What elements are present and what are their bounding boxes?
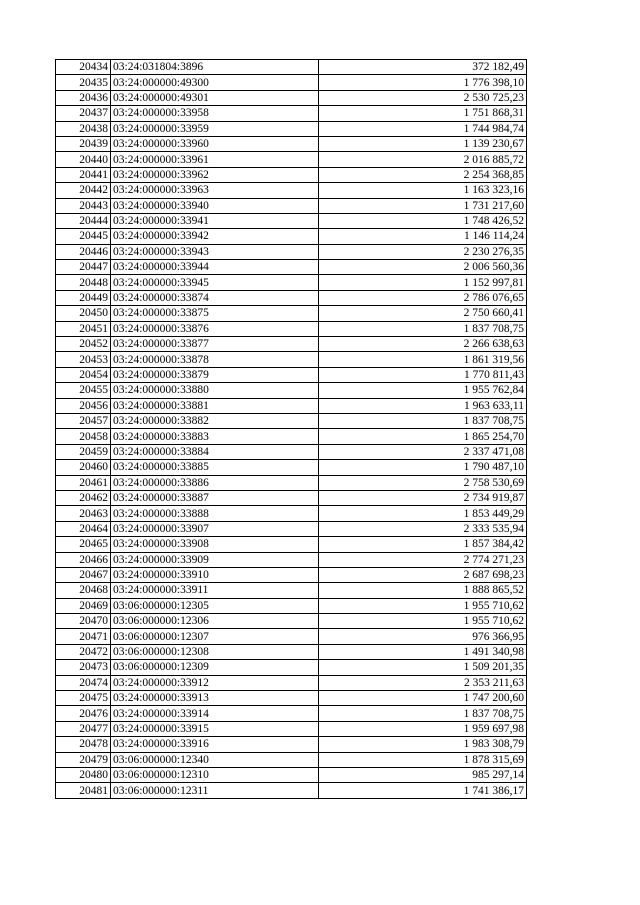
table-row [56,275,527,290]
table-row [56,629,527,644]
value-cell: 1 139 230,67 [319,136,527,151]
row-number-cell: 20440 [56,152,111,167]
row-number-cell: 20448 [56,275,111,290]
value-cell: 2 758 530,69 [319,475,527,490]
table-row [56,413,527,428]
row-number-cell: 20441 [56,167,111,182]
value-cell: 1 861 319,56 [319,352,527,367]
table-row [56,398,527,413]
cadastral-number-cell: 03:06:000000:12309 [111,660,319,675]
row-number-cell: 20454 [56,367,111,382]
cadastral-number-cell: 03:24:000000:33883 [111,429,319,444]
row-number-cell: 20473 [56,660,111,675]
table-row [56,290,527,305]
table-row [56,537,527,552]
table-row [56,260,527,275]
row-number-cell: 20456 [56,398,111,413]
row-number-cell: 20458 [56,429,111,444]
row-number-cell: 20443 [56,198,111,213]
table-row [56,152,527,167]
cadastral-number-cell: 03:24:000000:33915 [111,721,319,736]
cadastral-number-cell: 03:24:000000:33907 [111,521,319,536]
cadastral-number-cell: 03:24:000000:33887 [111,490,319,505]
row-number-cell: 20438 [56,121,111,136]
value-cell: 2 006 560,36 [319,260,527,275]
cadastral-number-cell: 03:24:000000:49301 [111,90,319,105]
cadastral-number-cell: 03:06:000000:12340 [111,752,319,767]
cadastral-number-cell: 03:24:031804:3896 [111,60,319,75]
cadastral-number-cell: 03:24:000000:33913 [111,691,319,706]
cadastral-number-cell: 03:24:000000:33916 [111,737,319,752]
value-cell: 976 366,95 [319,629,527,644]
value-cell: 2 333 535,94 [319,521,527,536]
table-row [56,60,527,75]
row-number-cell: 20459 [56,444,111,459]
cadastral-number-cell: 03:24:000000:33911 [111,583,319,598]
row-number-cell: 20480 [56,767,111,782]
table-row [56,229,527,244]
table-row [56,136,527,151]
value-cell: 1 837 708,75 [319,413,527,428]
row-number-cell: 20447 [56,260,111,275]
row-number-cell: 20481 [56,783,111,798]
table-row [56,106,527,121]
row-number-cell: 20461 [56,475,111,490]
table-row [56,444,527,459]
table-row [56,383,527,398]
table-row [56,121,527,136]
row-number-cell: 20470 [56,614,111,629]
cadastral-number-cell: 03:24:000000:33888 [111,506,319,521]
value-cell: 1 955 710,62 [319,598,527,613]
row-number-cell: 20478 [56,737,111,752]
cadastral-number-cell: 03:06:000000:12307 [111,629,319,644]
table-row [56,614,527,629]
cadastral-number-cell: 03:24:000000:33884 [111,444,319,459]
cadastral-number-cell: 03:24:000000:33961 [111,152,319,167]
value-cell: 1 770 811,43 [319,367,527,382]
value-cell: 2 266 638,63 [319,337,527,352]
table-row [56,598,527,613]
row-number-cell: 20457 [56,413,111,428]
cadastral-number-cell: 03:24:000000:33879 [111,367,319,382]
cadastral-number-cell: 03:24:000000:33910 [111,567,319,582]
row-number-cell: 20477 [56,721,111,736]
value-cell: 1 748 426,52 [319,213,527,228]
value-cell: 2 750 660,41 [319,306,527,321]
row-number-cell: 20460 [56,460,111,475]
value-cell: 1 747 200,60 [319,691,527,706]
table-row [56,552,527,567]
value-cell: 2 353 211,63 [319,675,527,690]
value-cell: 1 790 487,10 [319,460,527,475]
table-row [56,429,527,444]
table-row [56,675,527,690]
cadastral-number-cell: 03:24:000000:33882 [111,413,319,428]
value-cell: 1 963 633,11 [319,398,527,413]
row-number-cell: 20434 [56,60,111,75]
cadastral-number-cell: 03:24:000000:33886 [111,475,319,490]
table-row [56,567,527,582]
row-number-cell: 20465 [56,537,111,552]
value-cell: 985 297,14 [319,767,527,782]
row-number-cell: 20439 [56,136,111,151]
cadastral-number-cell: 03:06:000000:12306 [111,614,319,629]
row-number-cell: 20451 [56,321,111,336]
row-number-cell: 20450 [56,306,111,321]
cadastral-number-cell: 03:24:000000:49300 [111,75,319,90]
row-number-cell: 20476 [56,706,111,721]
value-cell: 2 774 271,23 [319,552,527,567]
cadastral-number-cell: 03:24:000000:33912 [111,675,319,690]
row-number-cell: 20471 [56,629,111,644]
table-row [56,167,527,182]
value-cell: 1 955 762,84 [319,383,527,398]
value-cell: 1 744 984,74 [319,121,527,136]
table-row [56,583,527,598]
table-row [56,367,527,382]
table-row [56,691,527,706]
cadastral-number-cell: 03:06:000000:12305 [111,598,319,613]
value-cell: 1 491 340,98 [319,644,527,659]
row-number-cell: 20452 [56,337,111,352]
cadastral-number-cell: 03:24:000000:33941 [111,213,319,228]
cadastral-value-table [55,59,527,799]
cadastral-number-cell: 03:06:000000:12308 [111,644,319,659]
value-cell: 1 865 254,70 [319,429,527,444]
cadastral-number-cell: 03:24:000000:33877 [111,337,319,352]
value-cell: 1 509 201,35 [319,660,527,675]
cadastral-number-cell: 03:24:000000:33943 [111,244,319,259]
value-cell: 1 152 997,81 [319,275,527,290]
value-cell: 1 853 449,29 [319,506,527,521]
cadastral-number-cell: 03:24:000000:33885 [111,460,319,475]
cadastral-number-cell: 03:06:000000:12311 [111,783,319,798]
table-row [56,783,527,798]
value-cell: 1 776 398,10 [319,75,527,90]
table-row [56,737,527,752]
row-number-cell: 20468 [56,583,111,598]
table-row [56,75,527,90]
table-row [56,352,527,367]
value-cell: 1 888 865,52 [319,583,527,598]
row-number-cell: 20436 [56,90,111,105]
cadastral-number-cell: 03:24:000000:33959 [111,121,319,136]
table-row [56,198,527,213]
cadastral-number-cell: 03:24:000000:33960 [111,136,319,151]
value-cell: 1 731 217,60 [319,198,527,213]
row-number-cell: 20469 [56,598,111,613]
value-cell: 2 337 471,08 [319,444,527,459]
table-body [56,60,527,799]
table-row [56,183,527,198]
value-cell: 1 983 308,79 [319,737,527,752]
cadastral-number-cell: 03:24:000000:33875 [111,306,319,321]
row-number-cell: 20455 [56,383,111,398]
cadastral-number-cell: 03:24:000000:33874 [111,290,319,305]
table-row [56,644,527,659]
value-cell: 2 687 698,23 [319,567,527,582]
table-row [56,337,527,352]
table-row [56,752,527,767]
cadastral-number-cell: 03:24:000000:33940 [111,198,319,213]
row-number-cell: 20446 [56,244,111,259]
row-number-cell: 20445 [56,229,111,244]
cadastral-number-cell: 03:06:000000:12310 [111,767,319,782]
row-number-cell: 20464 [56,521,111,536]
cadastral-number-cell: 03:24:000000:33963 [111,183,319,198]
table-row [56,90,527,105]
row-number-cell: 20442 [56,183,111,198]
value-cell: 1 959 697,98 [319,721,527,736]
cadastral-number-cell: 03:24:000000:33914 [111,706,319,721]
row-number-cell: 20472 [56,644,111,659]
table-row [56,306,527,321]
cadastral-number-cell: 03:24:000000:33942 [111,229,319,244]
cadastral-number-cell: 03:24:000000:33958 [111,106,319,121]
table-row [56,706,527,721]
row-number-cell: 20463 [56,506,111,521]
cadastral-number-cell: 03:24:000000:33908 [111,537,319,552]
value-cell: 1 741 386,17 [319,783,527,798]
cadastral-number-cell: 03:24:000000:33876 [111,321,319,336]
cadastral-number-cell: 03:24:000000:33881 [111,398,319,413]
value-cell: 1 878 315,69 [319,752,527,767]
row-number-cell: 20462 [56,490,111,505]
table-row [56,490,527,505]
value-cell: 2 016 885,72 [319,152,527,167]
table-row [56,521,527,536]
table-row [56,213,527,228]
table-row [56,506,527,521]
table-row [56,244,527,259]
row-number-cell: 20437 [56,106,111,121]
table-row [56,721,527,736]
table-row [56,660,527,675]
cadastral-number-cell: 03:24:000000:33962 [111,167,319,182]
cadastral-number-cell: 03:24:000000:33878 [111,352,319,367]
value-cell: 1 955 710,62 [319,614,527,629]
cadastral-number-cell: 03:24:000000:33880 [111,383,319,398]
row-number-cell: 20435 [56,75,111,90]
table-row [56,460,527,475]
value-cell: 2 254 368,85 [319,167,527,182]
row-number-cell: 20475 [56,691,111,706]
value-cell: 1 163 323,16 [319,183,527,198]
value-cell: 372 182,49 [319,60,527,75]
table-row [56,321,527,336]
value-cell: 1 146 114,24 [319,229,527,244]
value-cell: 2 530 725,23 [319,90,527,105]
value-cell: 1 837 708,75 [319,321,527,336]
value-cell: 1 837 708,75 [319,706,527,721]
row-number-cell: 20449 [56,290,111,305]
cadastral-number-cell: 03:24:000000:33909 [111,552,319,567]
row-number-cell: 20467 [56,567,111,582]
row-number-cell: 20453 [56,352,111,367]
value-cell: 2 786 076,65 [319,290,527,305]
row-number-cell: 20474 [56,675,111,690]
table-row [56,767,527,782]
row-number-cell: 20444 [56,213,111,228]
cadastral-number-cell: 03:24:000000:33944 [111,260,319,275]
value-cell: 2 734 919,87 [319,490,527,505]
row-number-cell: 20466 [56,552,111,567]
value-cell: 1 857 384,42 [319,537,527,552]
value-cell: 1 751 868,31 [319,106,527,121]
value-cell: 2 230 276,35 [319,244,527,259]
row-number-cell: 20479 [56,752,111,767]
cadastral-number-cell: 03:24:000000:33945 [111,275,319,290]
table-row [56,475,527,490]
